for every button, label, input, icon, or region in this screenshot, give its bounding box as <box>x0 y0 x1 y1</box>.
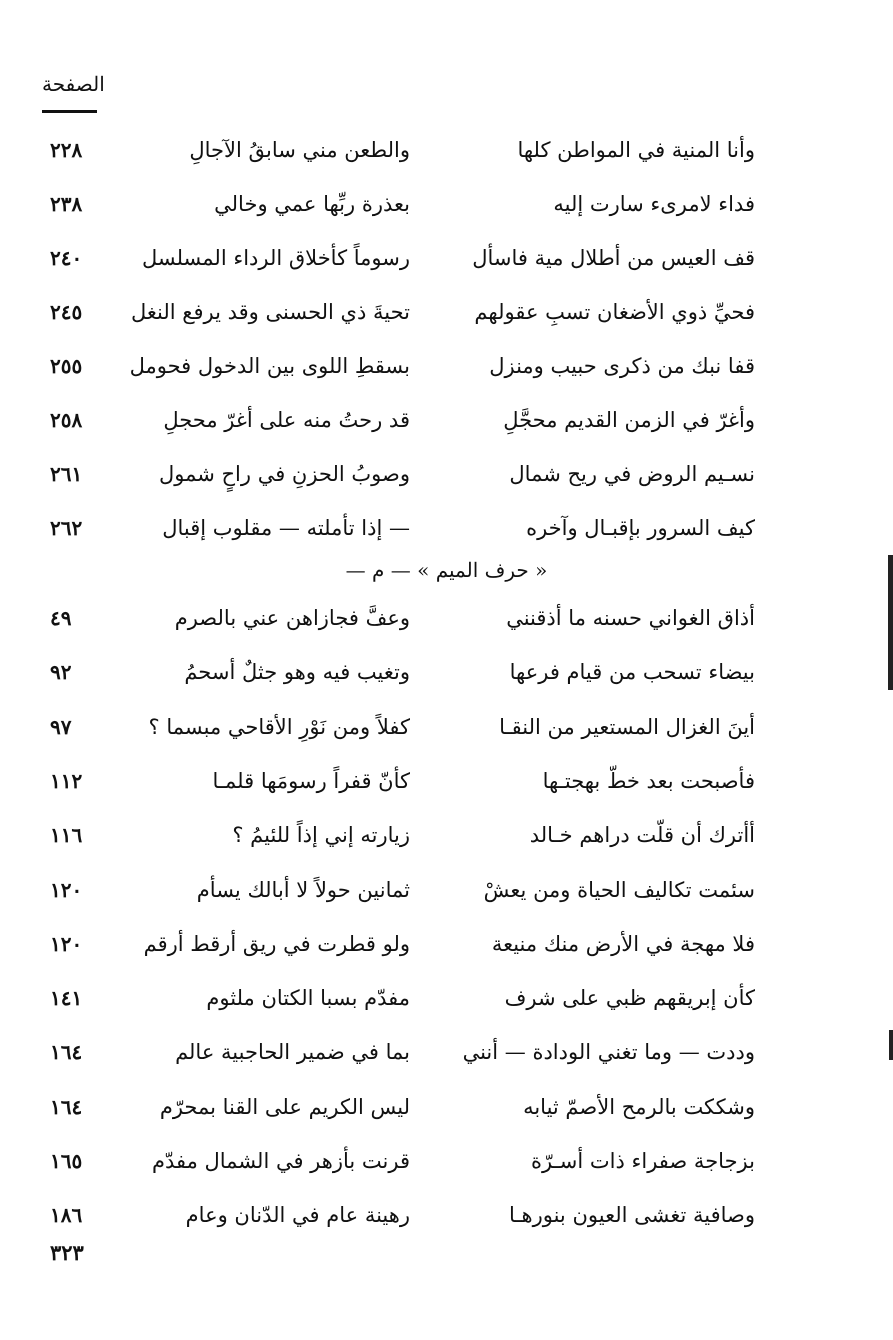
page-label-rule <box>42 110 97 113</box>
section-heading: « حرف الميم » — م — <box>345 558 548 582</box>
first-hemistich: أينَ الغزال المستعير من النقـا <box>499 714 755 739</box>
first-hemistich: أأترك أن قلّت دراهم خـالد <box>529 823 755 848</box>
index-row <box>0 1087 893 1127</box>
index-row <box>0 707 893 747</box>
index-row <box>0 454 893 494</box>
second-hemistich: تحيةَ ذي الحسنى وقد يرفع النغل <box>131 300 410 324</box>
page-reference: ٢٢٨ <box>50 138 83 162</box>
second-hemistich: زيارته إني إذاً للئيمُ ؟ <box>232 823 410 848</box>
index-row <box>0 184 893 224</box>
second-hemistich: ولو قطرت في ريق أرقط أرقم <box>143 931 410 956</box>
index-row <box>0 346 893 386</box>
first-hemistich: وشككت بالرمح الأصمّ ثيابه <box>523 1094 755 1119</box>
page-reference: ١١٦ <box>50 823 83 848</box>
page-reference: ٤٩ <box>50 606 72 630</box>
index-row <box>0 978 893 1018</box>
first-hemistich: بيضاء تسحب من قيام فرعها <box>509 660 755 685</box>
index-row <box>0 761 893 801</box>
page-reference: ٢٦٢ <box>50 516 83 540</box>
second-hemistich: وصوبُ الحزنِ في راحٍ شمول <box>158 462 410 486</box>
index-row <box>0 238 893 278</box>
page-number: ٣٢٣ <box>50 1240 84 1265</box>
second-hemistich: بعذرة ربِّها عمي وخالي <box>214 192 410 216</box>
page-reference: ٢٤٥ <box>50 300 83 324</box>
second-hemistich: ثمانين حولاً لا أبالك يسأم <box>196 877 410 902</box>
first-hemistich: أذاق الغواني حسنه ما أذقنني <box>506 606 755 630</box>
scan-margin-mark <box>889 1030 893 1060</box>
scan-margin-mark <box>888 555 893 690</box>
page-reference: ٢٣٨ <box>50 192 83 216</box>
first-hemistich: فأصبحت بعد خطّ بهجتـها <box>542 768 755 793</box>
index-row <box>0 400 893 440</box>
page-reference: ٢٤٠ <box>50 246 83 270</box>
page-reference: ٩٧ <box>50 714 72 739</box>
page-label: الصفحة <box>42 72 105 96</box>
second-hemistich: وعفَّ فجازاهن عني بالصرم <box>174 606 410 630</box>
first-hemistich: وأغرّ في الزمن القديم محجَّلِ <box>503 408 755 432</box>
page-reference: ١١٢ <box>50 768 83 793</box>
index-row <box>0 1032 893 1072</box>
index-row <box>0 870 893 910</box>
page-reference: ١٨٦ <box>50 1203 83 1228</box>
second-hemistich: ليس الكريم على القنا بمحرّم <box>159 1094 410 1119</box>
first-hemistich: بزجاجة صفراء ذات أسـرّة <box>531 1149 755 1173</box>
page-reference: ١٦٤ <box>50 1094 83 1119</box>
second-hemistich: وتغيب فيه وهو جثلٌ أسحمُ <box>184 660 410 685</box>
first-hemistich: كيف السرور بإقبـال وآخره <box>526 516 755 540</box>
page-reference: ١٦٥ <box>50 1149 83 1173</box>
page-reference: ١٢٠ <box>50 877 83 902</box>
index-row <box>0 598 893 638</box>
first-hemistich: فحيِّ ذوي الأضغان تسبِ عقولهم <box>474 300 755 324</box>
second-hemistich: والطعن مني سابقُ الآجالِ <box>189 138 410 162</box>
page-reference: ١٢٠ <box>50 931 83 956</box>
index-row <box>0 652 893 692</box>
first-hemistich: وأنا المنية في المواطن كلها <box>517 138 755 162</box>
second-hemistich: مفدّم بسبا الكتان ملثوم <box>206 986 410 1011</box>
first-hemistich: سئمت تكاليف الحياة ومن يعشْ <box>483 877 755 902</box>
index-row <box>0 1195 893 1235</box>
first-hemistich: وصافية تغشى العيون بنورهـا <box>508 1203 755 1228</box>
first-hemistich: كأن إبريقهم ظبي على شرف <box>504 986 755 1011</box>
index-row <box>0 1141 893 1181</box>
page-reference: ١٦٤ <box>50 1040 83 1065</box>
first-hemistich: فلا مهجة في الأرض منك منيعة <box>491 931 755 956</box>
index-row <box>0 815 893 855</box>
page-reference: ٢٦١ <box>50 462 83 486</box>
page-reference: ٩٢ <box>50 660 72 685</box>
second-hemistich: بسقطِ اللوى بين الدخول فحومل <box>129 354 410 378</box>
second-hemistich: قد رحتُ منه على أغرّ محجلِ <box>163 408 410 432</box>
second-hemistich: — إذا تأملته — مقلوب إقبال <box>162 516 410 540</box>
index-row <box>0 508 893 548</box>
page-reference: ٢٥٨ <box>50 408 83 432</box>
page-reference: ٢٥٥ <box>50 354 83 378</box>
first-hemistich: قف العيس من أطلال مية فاسأل <box>472 246 755 270</box>
second-hemistich: قرنت بأزهر في الشمال مفدّم <box>151 1149 410 1173</box>
second-hemistich: كفلاً ومن نَوْرِ الأقاحي مبسما ؟ <box>148 714 410 739</box>
index-row <box>0 292 893 332</box>
second-hemistich: كأنّ قفراً رسومَها قلمـا <box>212 768 410 793</box>
second-hemistich: رسوماً كأخلاق الرداء المسلسل <box>141 246 410 270</box>
second-hemistich: بما في ضمير الحاجبية عالم <box>175 1040 410 1065</box>
index-row <box>0 130 893 170</box>
index-row <box>0 924 893 964</box>
first-hemistich: فداء لامرىء سارت إليه <box>553 192 755 216</box>
first-hemistich: نسـيم الروض في ريح شمال <box>509 462 755 486</box>
first-hemistich: وددت — وما تغني الودادة — أنني <box>462 1040 755 1065</box>
first-hemistich: قفا نبك من ذكرى حبيب ومنزل <box>489 354 755 378</box>
second-hemistich: رهينة عام في الدّنان وعام <box>185 1203 410 1228</box>
page-reference: ١٤١ <box>50 986 83 1011</box>
